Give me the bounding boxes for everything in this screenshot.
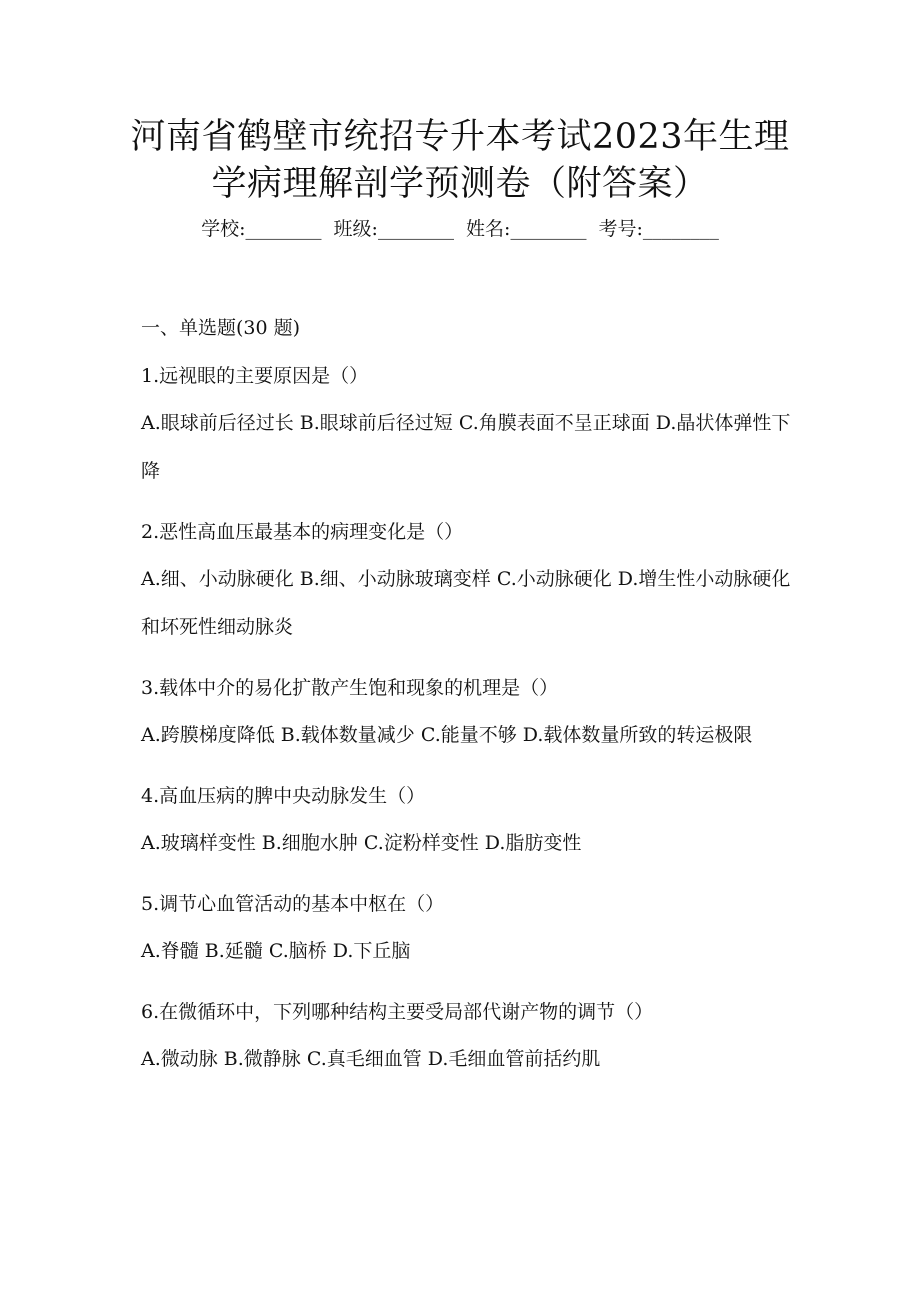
question-options: A.细、小动脉硬化 B.细、小动脉玻璃变样 C.小动脉硬化 D.增生性小动脉硬化和坏死性细动脉炎 — [141, 568, 791, 638]
question-options: A.脊髓 B.延髓 C.脑桥 D.下丘脑 — [141, 940, 411, 962]
section-heading: 一、单选题(30 题) — [141, 317, 301, 339]
question-stem: 3.载体中介的易化扩散产生饱和现象的机理是（） — [141, 677, 559, 699]
document-title-line-2: 学病理解剖学预测卷（附答案） — [211, 164, 709, 204]
question-options: A.跨膜梯度降低 B.载体数量减少 C.能量不够 D.载体数量所致的转运极限 — [141, 724, 753, 746]
question-options: A.微动脉 B.微静脉 C.真毛细血管 D.毛细血管前括约肌 — [141, 1048, 601, 1070]
question-item — [141, 997, 791, 1083]
question-stem: 4.高血压病的脾中央动脉发生（） — [141, 785, 426, 807]
question-item — [141, 361, 791, 495]
question-stem: 6.在微循环中，下列哪种结构主要受局部代谢产物的调节（） — [141, 1001, 654, 1023]
question-options: A.眼球前后径过长 B.眼球前后径过短 C.角膜表面不呈正球面 D.晶状体弹性下降 — [141, 412, 791, 482]
question-stem: 5.调节心血管活动的基本中枢在（） — [141, 893, 445, 915]
question-item — [141, 673, 791, 759]
question-stem: 2.恶性高血压最基本的病理变化是（） — [141, 521, 464, 543]
question-item — [141, 889, 791, 975]
question-options: A.玻璃样变性 B.细胞水肿 C.淀粉样变性 D.脂肪变性 — [141, 832, 582, 854]
question-item — [141, 781, 791, 867]
document-title-line-1: 河南省鹤壁市统招专升本考试2023年生理 — [130, 117, 790, 157]
question-stem: 1.远视眼的主要原因是（） — [141, 365, 369, 387]
question-item — [141, 517, 791, 651]
student-info-line: 学校:________ 班级:________ 姓名:________ 考号:________ — [201, 218, 719, 240]
question-list — [141, 313, 791, 1105]
